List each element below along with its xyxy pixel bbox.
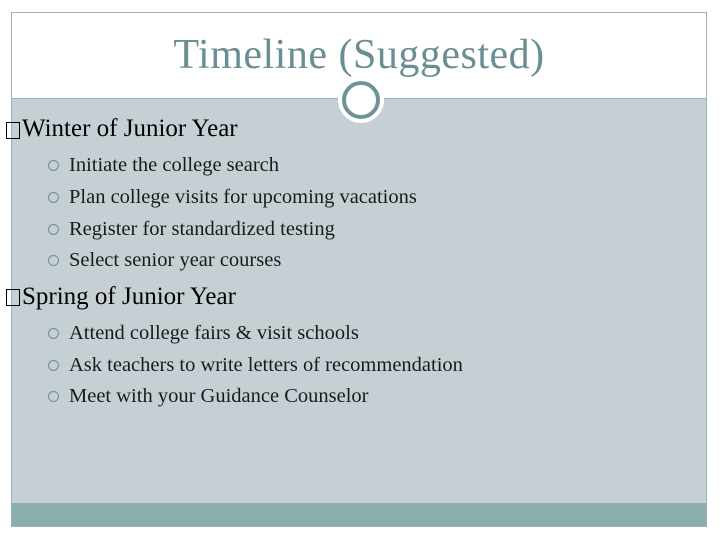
list-item-text: Meet with your Guidance Counselor <box>69 385 369 408</box>
circle-bullet-icon <box>48 328 59 339</box>
list-item <box>6 182 686 214</box>
list-item <box>6 381 686 413</box>
square-box-icon <box>6 289 20 306</box>
circle-bullet-icon <box>48 160 59 171</box>
slide-title: Timeline (Suggested) <box>173 32 545 78</box>
list-item <box>6 318 686 350</box>
circle-bullet-icon <box>48 391 59 402</box>
list-item-text: Ask teachers to write letters of recommendation <box>69 353 463 376</box>
slide-content <box>6 114 686 413</box>
section-spring <box>6 282 686 413</box>
circle-bullet-icon <box>48 360 59 371</box>
bullet-list <box>6 150 686 277</box>
list-item <box>6 349 686 381</box>
section-winter <box>6 114 686 277</box>
bullet-list <box>6 318 686 413</box>
circle-bullet-icon <box>48 255 59 266</box>
list-item-text: Register for standardized testing <box>69 217 335 240</box>
footer-bar <box>12 503 706 527</box>
list-item <box>6 150 686 182</box>
list-item <box>6 245 686 277</box>
list-item-text: Select senior year courses <box>69 249 282 272</box>
section-heading <box>6 114 686 144</box>
square-box-icon <box>6 122 20 139</box>
list-item-text: Attend college fairs & visit schools <box>69 322 359 345</box>
list-item-text: Plan college visits for upcoming vacations <box>69 186 417 209</box>
section-heading-text: Spring of Junior Year <box>22 282 236 310</box>
list-item <box>6 213 686 245</box>
circle-bullet-icon <box>48 224 59 235</box>
circle-bullet-icon <box>48 192 59 203</box>
section-heading <box>6 282 686 312</box>
circle-divider-icon <box>342 81 380 119</box>
list-item-text: Initiate the college search <box>69 154 280 177</box>
section-heading-text: Winter of Junior Year <box>22 115 238 142</box>
